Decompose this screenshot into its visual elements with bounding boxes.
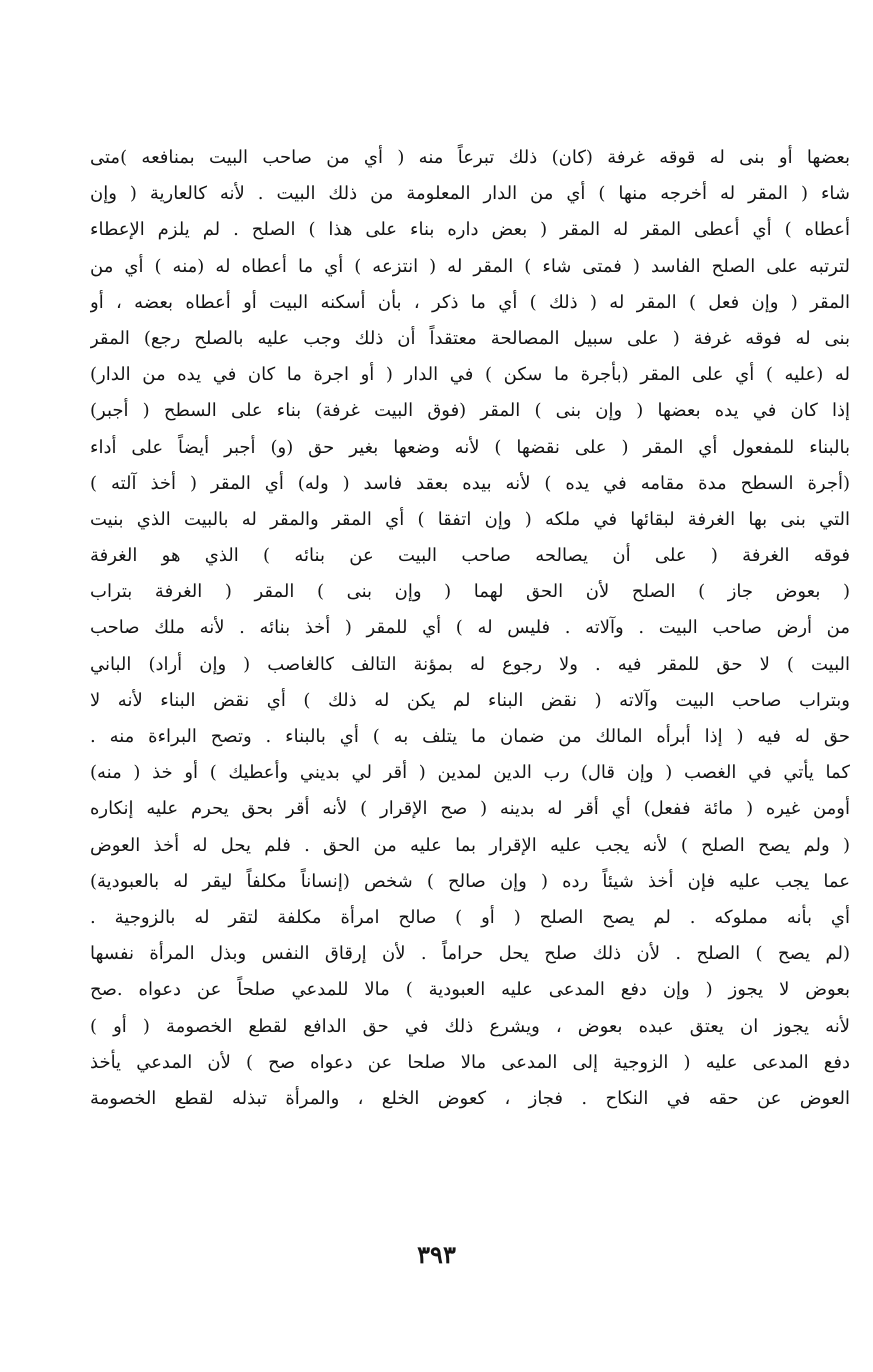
page-number: ٣٩٣	[417, 1240, 456, 1269]
text-line-1: بعضها أو بنى له قوقه غرفة (كان) ذلك تبرعاً منه ( أي من صاحب البيت بمنافعه )متى	[90, 147, 850, 168]
text-line-13: ( بعوض جاز ) الصلح لأن الحق لهما ( وإن بنى ) المقر ( الغرفة بتراب	[90, 581, 850, 603]
text-line-24: بعوض لا يجوز ( وإن دفع المدعى عليه العبودية ) مالا للمدعي صلحاً عن دعواه .صح	[90, 979, 850, 1001]
text-line-4: لترتبه على الصلح الفاسد ( فمتى شاء ) المقر له ( انتزعه ) أي ما أعطاه له (منه ) أي من	[90, 255, 850, 277]
text-line-20: ( ولم يصح الصلح ) لأنه يجب عليه الإقرار بما عليه من الحق . فلم يحل له أخذ العوض	[90, 834, 850, 856]
text-line-21: عما يجب عليه فإن أخذ شيئاً رده ( وإن صالح ) شخص (إنساناً مكلفاً ليقر له بالعبودية)	[90, 870, 850, 892]
text-line-9: بالبناء للمفعول أي المقر ( على نقضها ) لأنه وضعها بغير حق (و) أجبر أيضاً على أداء	[90, 436, 850, 458]
text-line-27: العوض عن حقه في النكاح . فجاز ، كعوض الخلع ، والمرأة تبذله لقطع الخصومة	[90, 1087, 850, 1109]
body-text	[90, 140, 850, 1117]
text-line-19: أومن غيره ( مائة ففعل) أي أقر له بدينه ( صح الإقرار ) لأنه أقر بحق يحرم عليه إنكاره	[90, 798, 850, 820]
text-line-2: شاء ( المقر له أخرجه منها ) أي من الدار المعلومة من ذلك البيت . لأنه كالعارية ( وإن	[90, 183, 850, 205]
text-line-14: من أرض صاحب البيت . وآلاته . فليس له ) أي للمقر ( أخذ بنائه . لأنه ملك صاحب	[90, 617, 850, 639]
text-line-11: التي بنى بها الغرفة لبقائها في ملكه ( وإن اتفقا ) أي المقر والمقر له بالبيت الذي بنيت	[90, 508, 850, 530]
text-line-10: (أجرة السطح مدة مقامه في يده ) لأنه بيده بعقد فاسد ( وله) أي المقر ( أخذ آلته )	[90, 472, 850, 494]
text-line-6: بنى له فوقه غرفة ( على سبيل المصالحة معتقداً أن ذلك وجب عليه بالصلح رجع) المقر	[90, 327, 850, 349]
text-line-16: وبتراب صاحب البيت وآلاته ( نقض البناء لم يكن له ذلك ) أي نقض البناء لأنه لا	[90, 689, 850, 711]
text-line-5: المقر ( وإن فعل ) المقر له ( ذلك ) أي ما ذكر ، بأن أسكنه البيت أو أعطاه بعضه ، أو	[90, 291, 850, 313]
text-line-15: البيت ) لا حق للمقر فيه . ولا رجوع له بمؤنة التالف كالغاصب ( وإن أراد) الباني	[90, 653, 850, 675]
text-line-17: حق له فيه ( إذا أبرأه المالك من ضمان ما يتلف به ) أي بالبناء . وتصح البراءة منه .	[90, 726, 850, 747]
text-line-18: كما يأتي في الغصب ( وإن قال) رب الدين لمدين ( أقر لي بديني وأعطيك ) أو خذ ( منه)	[90, 762, 850, 784]
text-line-8: إذا كان في يده بعضها ( وإن بنى ) المقر (فوق البيت غرفة) بناء على السطح ( أجبر)	[90, 400, 850, 422]
text-line-12: فوقه الغرفة ( على أن يصالحه صاحب البيت عن بنائه ) الذي هو الغرفة	[90, 545, 850, 567]
text-line-23: (لم يصح ) الصلح . لأن ذلك صلح يحل حراماً . لأن إرقاق النفس وبذل المرأة نفسها	[90, 943, 850, 965]
text-line-25: لأنه يجوز ان يعتق عبده بعوض ، ويشرع ذلك في حق الدافع لقطع الخصومة ( أو )	[90, 1015, 850, 1037]
text-line-26: دفع المدعى عليه ( الزوجية إلى المدعى مالا صلحا عن دعواه صح ) لأن المدعي يأخذ	[90, 1051, 850, 1073]
text-line-7: له (عليه ) أي على المقر (بأجرة ما سكن ) في الدار ( أو اجرة ما كان في يده من الدار)	[90, 364, 850, 386]
text-line-22: أي بأنه مملوكه . لم يصح الصلح ( أو ) صالح امرأة مكلفة لتقر له بالزوجية .	[90, 906, 850, 928]
text-line-3: أعطاه ) أي أعطى المقر له المقر ( بعض داره بناء على هذا ) الصلح . لم يلزم الإعطاء	[90, 219, 850, 241]
